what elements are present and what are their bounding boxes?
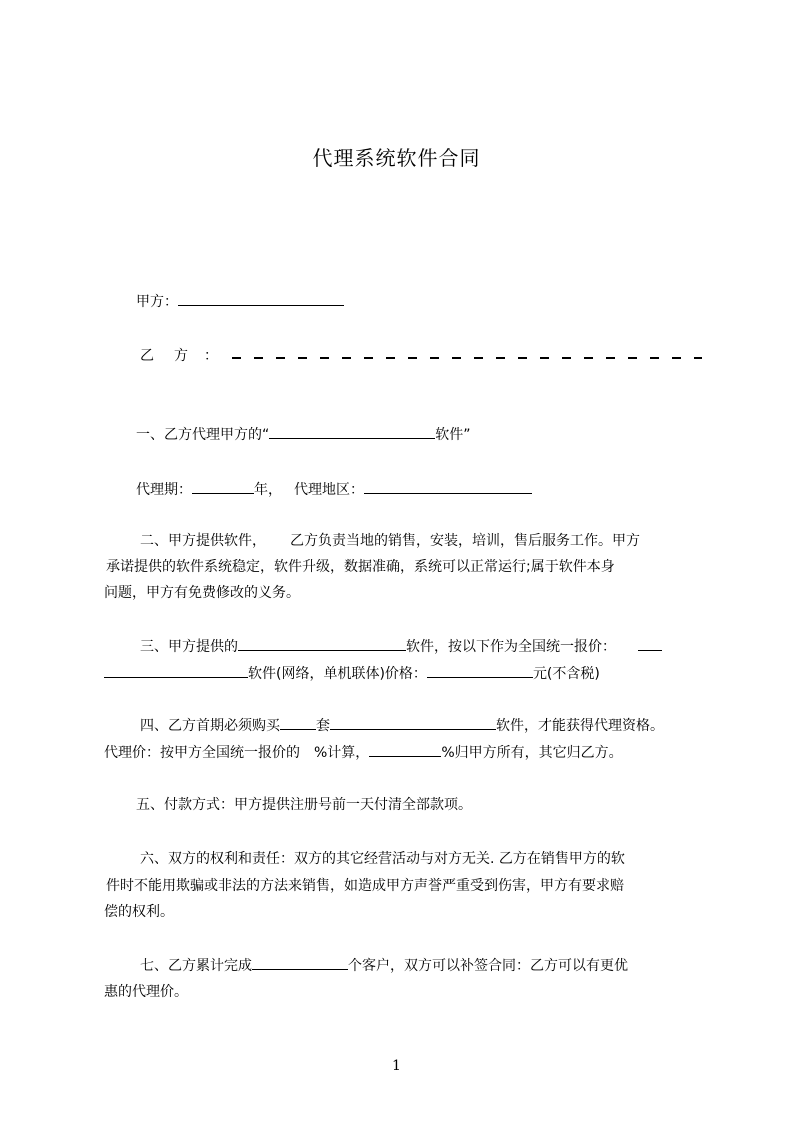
section-1-text-b: 软件” [435,427,471,443]
section-2-line-3: 问题，甲方有免费修改的义务。 [104,585,300,601]
section-1-text-a: 一、乙方代理甲方的“ [136,427,270,443]
section-3-line-2-a: 软件(网络，单机联体)价格： [248,666,427,682]
section-4-line-2-b: %计算， [314,745,370,761]
agency-period-label: 代理期： [136,482,192,498]
section-2-line-1-b: 乙方负责当地的销售，安装，培训，售后服务工作。甲方 [290,533,640,549]
section-4-line-1-a: 四、乙方首期必须购买 [140,718,280,734]
section-2-line-1 [140,531,740,551]
section-2-line-2: 承诺提供的软件系统稳定，软件升级，数据准确，系统可以正常运行;属于软件本身 [106,559,615,575]
section-3-line-2 [104,663,704,684]
party-b-label-1: 乙 [140,348,154,364]
document-title: 代理系统软件合同 [312,146,481,170]
section-7-line-1 [140,955,740,976]
section-5: 五、付款方式：甲方提供注册号前一天付清全部款项。 [136,797,472,813]
section-4-quantity-blank [280,715,316,730]
section-4-software-blank [330,715,496,730]
agency-region-label: 代理地区： [294,482,364,498]
section-3-price-blank-start [638,636,662,651]
section-7-line-1-a: 七、乙方累计完成 [140,958,252,974]
section-6-line-1: 六、双方的权利和责任：双方的其它经营活动与对方无关. 乙方在销售甲方的软 [140,851,625,867]
party-a-label: 甲方： [136,294,178,310]
section-4-line-2-c: %归甲方所有，其它归乙方。 [441,745,623,761]
section-7-line-2: 惠的代理价。 [104,984,188,1000]
section-4-line-2-a: 代理价：按甲方全国统一报价的 [104,745,300,761]
agency-year-label: 年， [254,482,282,498]
section-3-line-1-a: 三、甲方提供的 [140,639,238,655]
section-6-line-3: 偿的权利。 [104,904,174,920]
section-7-line-1-b: 个客户，双方可以补签合同：乙方可以有更优 [348,958,628,974]
party-a-line [136,291,736,312]
section-3-software-blank [238,636,406,651]
section-1-blank [269,424,435,439]
section-3-line-2-b: 元(不含税) [532,666,600,682]
party-b-line [140,346,740,366]
party-b-blank [232,357,702,359]
section-4-line-2 [104,742,704,763]
agency-period-blank [192,479,254,494]
party-a-blank [178,291,344,306]
section-4-line-1 [140,715,740,736]
section-3-line-1 [140,636,740,657]
party-b-label-3: ： [204,348,218,364]
section-4-line-1-c: 软件，才能获得代理资格。 [496,718,664,734]
section-7-customers-blank [252,955,348,970]
party-b-label-2: 方 [174,348,188,364]
section-6-line-2: 件时不能用欺骗或非法的方法来销售，如造成甲方声誉严重受到伤害，甲方有要求赔 [106,878,624,894]
section-3-price-blank-cont [104,663,248,678]
section-4-line-1-b: 套 [316,718,330,734]
section-2-line-1-a: 二、甲方提供软件， [140,533,266,549]
agency-region-blank [364,479,532,494]
section-4-percent-blank [369,742,441,757]
agency-line [136,479,736,500]
section-3-amount-blank [427,663,533,678]
section-1 [136,424,736,445]
page-number: 1 [392,1058,401,1074]
section-3-line-1-b: 软件，按以下作为全国统一报价： [406,639,616,655]
